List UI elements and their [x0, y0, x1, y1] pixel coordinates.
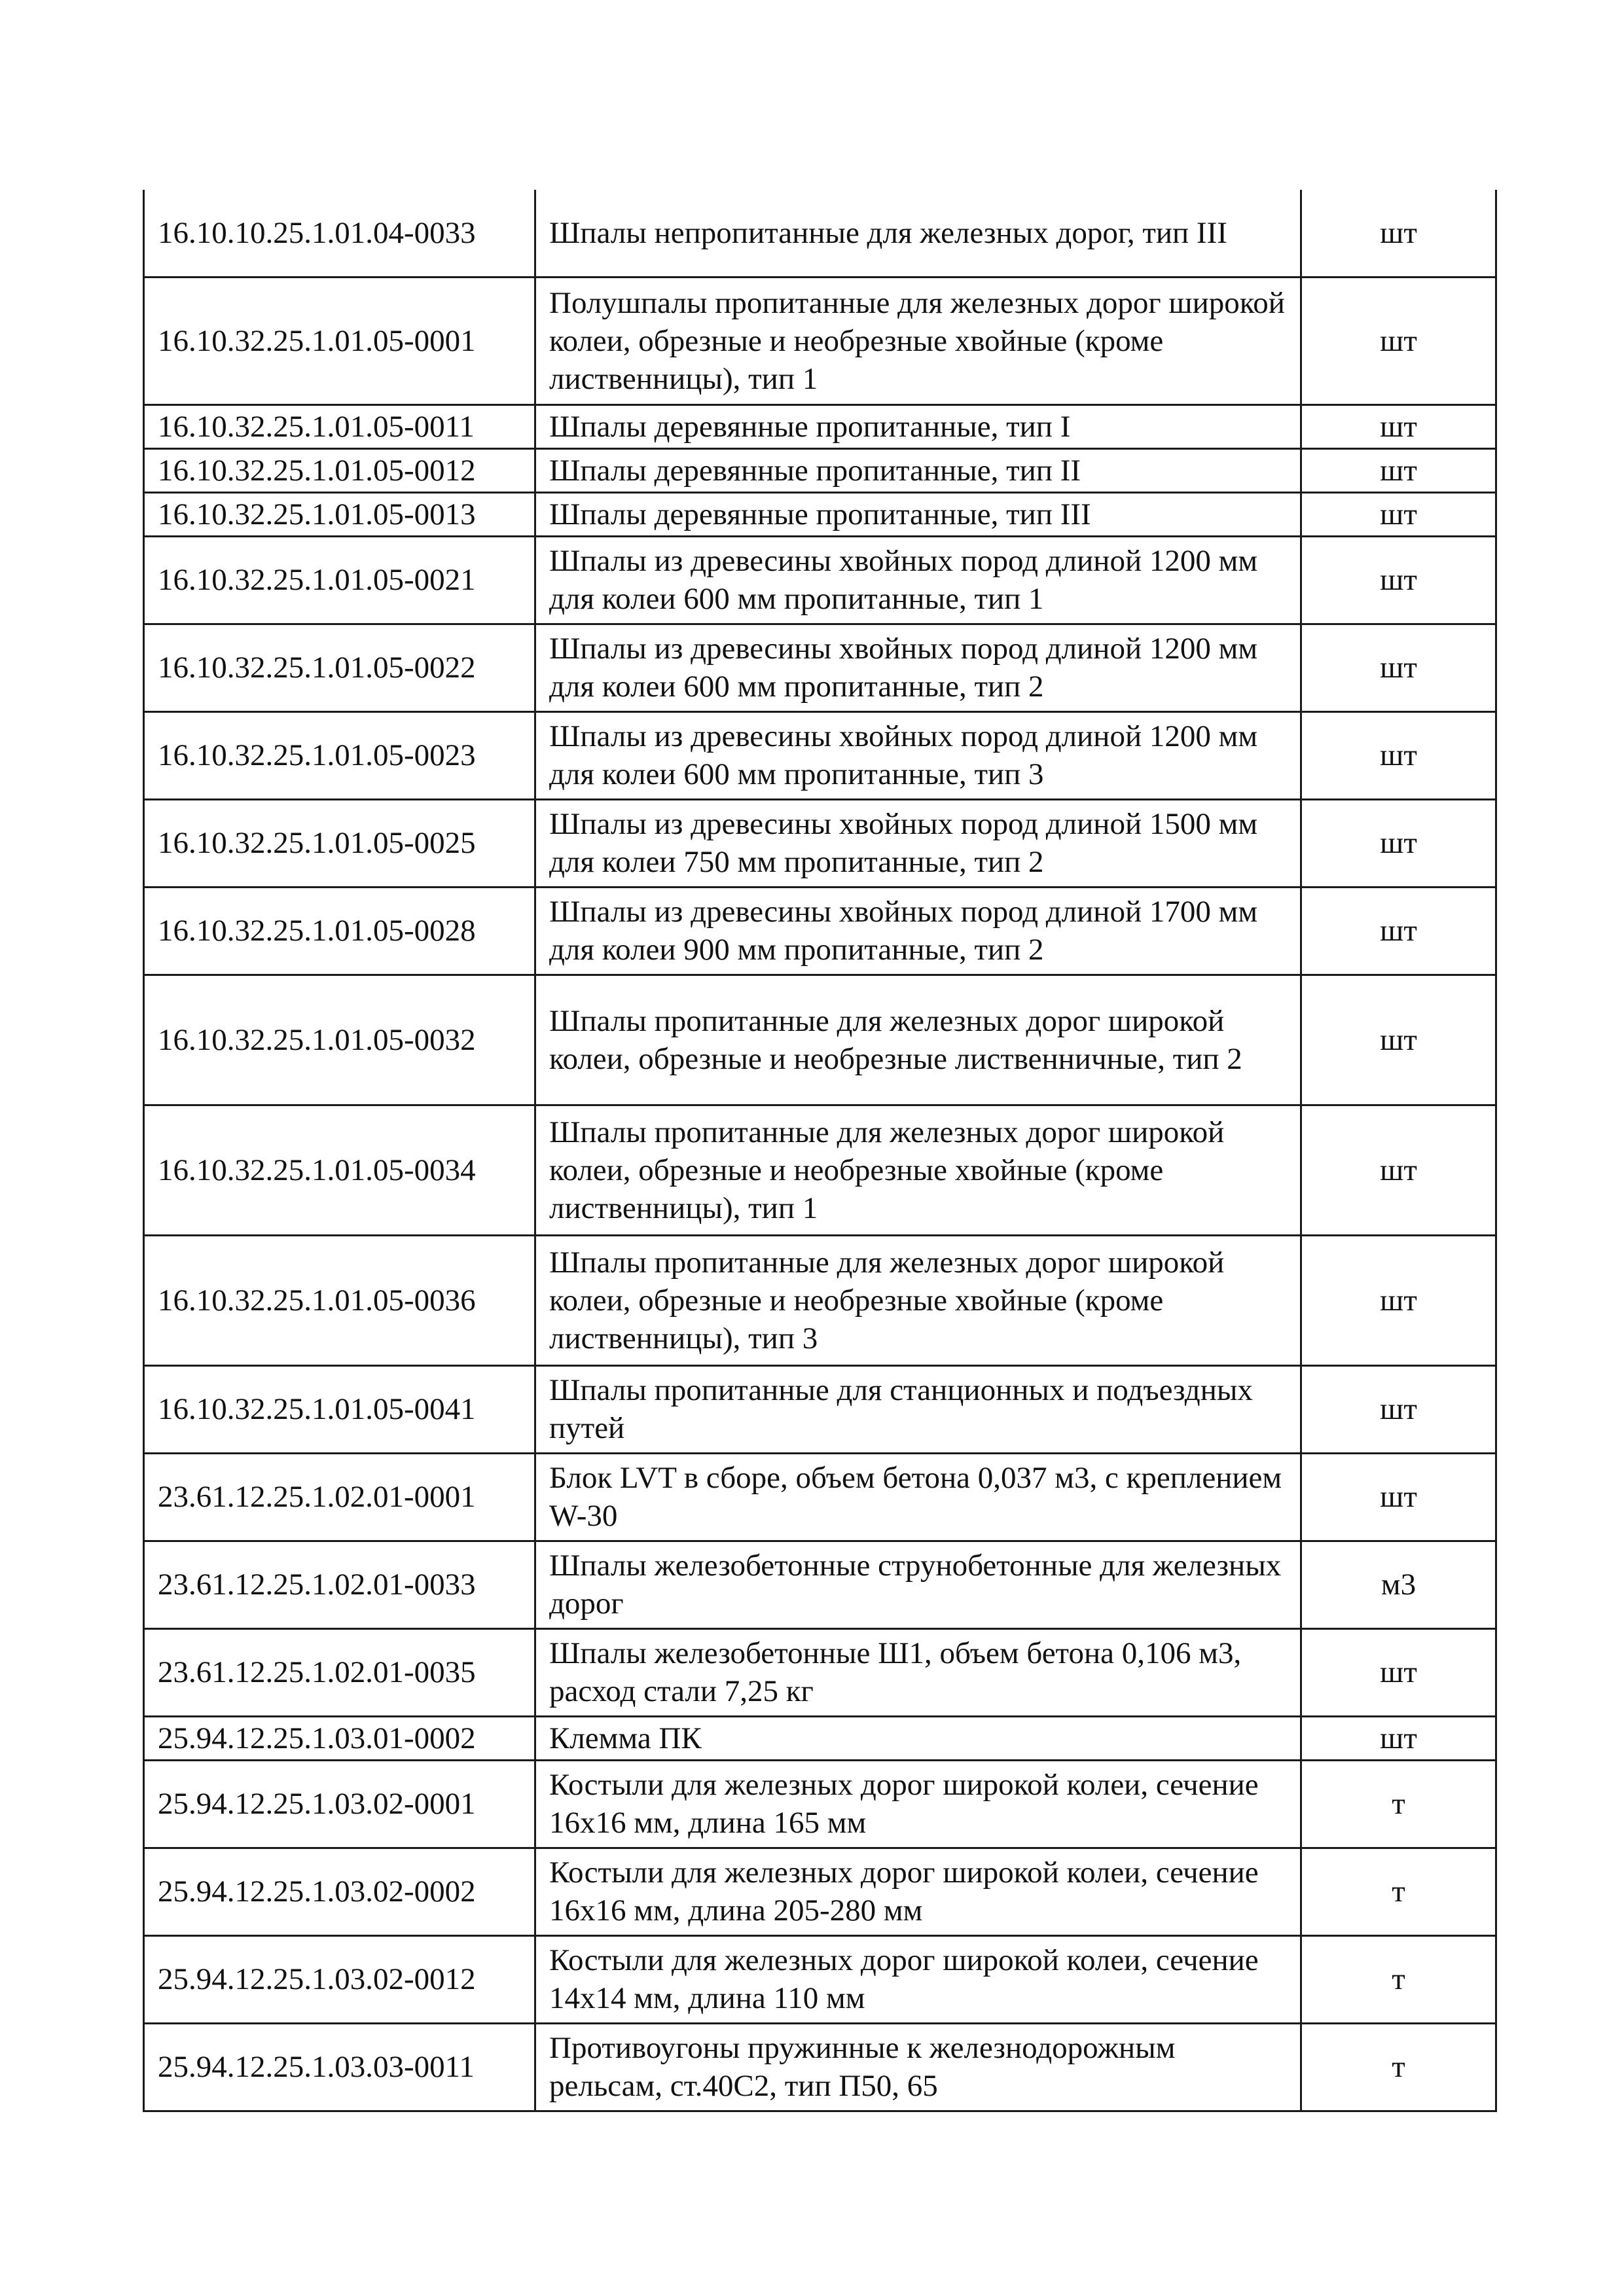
- resource-name: Шпалы деревянные пропитанные, тип III: [535, 492, 1301, 536]
- resource-name: Шпалы деревянные пропитанные, тип II: [535, 448, 1301, 492]
- resource-unit: шт: [1301, 536, 1496, 624]
- resource-unit: шт: [1301, 624, 1496, 711]
- table-row: [144, 536, 1496, 624]
- table-row: [144, 492, 1496, 536]
- resource-unit: шт: [1301, 448, 1496, 492]
- table-row: [144, 1716, 1496, 1760]
- table-row: [144, 1365, 1496, 1453]
- resource-unit: шт: [1301, 492, 1496, 536]
- resource-unit: шт: [1301, 1453, 1496, 1541]
- resource-unit: шт: [1301, 1105, 1496, 1235]
- resource-unit: шт: [1301, 404, 1496, 448]
- resource-code: 16.10.32.25.1.01.05-0023: [144, 711, 535, 799]
- resource-unit: шт: [1301, 799, 1496, 887]
- resource-code: 23.61.12.25.1.02.01-0033: [144, 1541, 535, 1628]
- resource-unit: шт: [1301, 975, 1496, 1105]
- resource-name: Шпалы железобетонные Ш1, объем бетона 0,106 м3, расход стали 7,25 кг: [535, 1628, 1301, 1716]
- resource-name: Шпалы пропитанные для станционных и подъездных путей: [535, 1365, 1301, 1453]
- resource-code: 16.10.32.25.1.01.05-0028: [144, 887, 535, 975]
- resource-unit: шт: [1301, 1235, 1496, 1365]
- table-row: [144, 1235, 1496, 1365]
- resource-name: Костыли для железных дорог широкой колеи, сечение 16х16 мм, длина 205-280 мм: [535, 1848, 1301, 1935]
- resource-unit: шт: [1301, 277, 1496, 404]
- resource-unit: шт: [1301, 190, 1496, 277]
- resource-code: 16.10.32.25.1.01.05-0013: [144, 492, 535, 536]
- table-row: [144, 448, 1496, 492]
- resource-code: 16.10.32.25.1.01.05-0011: [144, 404, 535, 448]
- table-row: [144, 2023, 1496, 2111]
- resource-code: 25.94.12.25.1.03.02-0002: [144, 1848, 535, 1935]
- resource-unit: т: [1301, 1935, 1496, 2023]
- resource-name: Костыли для железных дорог широкой колеи, сечение 16х16 мм, длина 165 мм: [535, 1760, 1301, 1848]
- resource-code: 16.10.32.25.1.01.05-0001: [144, 277, 535, 404]
- table-row: [144, 624, 1496, 711]
- resource-name: Шпалы деревянные пропитанные, тип I: [535, 404, 1301, 448]
- table-row: [144, 887, 1496, 975]
- table-row: [144, 1628, 1496, 1716]
- table-row: [144, 1935, 1496, 2023]
- resource-unit: шт: [1301, 711, 1496, 799]
- table-row: [144, 1541, 1496, 1628]
- resource-code: 16.10.32.25.1.01.05-0041: [144, 1365, 535, 1453]
- resource-name: Шпалы пропитанные для железных дорог широкой колеи, обрезные и необрезные хвойные (кроме лиственницы), тип 1: [535, 1105, 1301, 1235]
- resource-name: Блок LVT в сборе, объем бетона 0,037 м3, с креплением W-30: [535, 1453, 1301, 1541]
- resource-name: Шпалы из древесины хвойных пород длиной 1700 мм для колеи 900 мм пропитанные, тип 2: [535, 887, 1301, 975]
- resource-name: Шпалы из древесины хвойных пород длиной 1200 мм для колеи 600 мм пропитанные, тип 1: [535, 536, 1301, 624]
- resource-name: Шпалы пропитанные для железных дорог широкой колеи, обрезные и необрезные лиственничные, тип 2: [535, 975, 1301, 1105]
- table-row: [144, 975, 1496, 1105]
- resource-unit: м3: [1301, 1541, 1496, 1628]
- resource-name: Клемма ПК: [535, 1716, 1301, 1760]
- resource-name: Шпалы из древесины хвойных пород длиной 1200 мм для колеи 600 мм пропитанные, тип 3: [535, 711, 1301, 799]
- resource-unit: т: [1301, 1848, 1496, 1935]
- resource-code: 25.94.12.25.1.03.02-0001: [144, 1760, 535, 1848]
- table-row: [144, 711, 1496, 799]
- resources-table: [143, 190, 1497, 2112]
- resource-name: Шпалы из древесины хвойных пород длиной 1500 мм для колеи 750 мм пропитанные, тип 2: [535, 799, 1301, 887]
- resource-unit: т: [1301, 1760, 1496, 1848]
- resource-code: 16.10.10.25.1.01.04-0033: [144, 190, 535, 277]
- table-row: [144, 1453, 1496, 1541]
- resource-code: 16.10.32.25.1.01.05-0034: [144, 1105, 535, 1235]
- resource-code: 25.94.12.25.1.03.01-0002: [144, 1716, 535, 1760]
- resource-code: 25.94.12.25.1.03.02-0012: [144, 1935, 535, 2023]
- table-row: [144, 277, 1496, 404]
- resource-name: Шпалы пропитанные для железных дорог широкой колеи, обрезные и необрезные хвойные (кроме лиственницы), тип 3: [535, 1235, 1301, 1365]
- resource-code: 16.10.32.25.1.01.05-0021: [144, 536, 535, 624]
- table-row: [144, 190, 1496, 277]
- resource-code: 23.61.12.25.1.02.01-0001: [144, 1453, 535, 1541]
- table-row: [144, 404, 1496, 448]
- resource-name: Костыли для железных дорог широкой колеи, сечение 14х14 мм, длина 110 мм: [535, 1935, 1301, 2023]
- table-row: [144, 1848, 1496, 1935]
- resource-code: 23.61.12.25.1.02.01-0035: [144, 1628, 535, 1716]
- table-row: [144, 799, 1496, 887]
- resource-unit: шт: [1301, 1365, 1496, 1453]
- resource-code: 16.10.32.25.1.01.05-0012: [144, 448, 535, 492]
- resource-code: 16.10.32.25.1.01.05-0022: [144, 624, 535, 711]
- resource-name: Шпалы непропитанные для железных дорог, тип III: [535, 190, 1301, 277]
- resource-unit: шт: [1301, 887, 1496, 975]
- resource-code: 16.10.32.25.1.01.05-0036: [144, 1235, 535, 1365]
- resource-name: Шпалы железобетонные струнобетонные для железных дорог: [535, 1541, 1301, 1628]
- resource-code: 25.94.12.25.1.03.03-0011: [144, 2023, 535, 2111]
- resource-name: Шпалы из древесины хвойных пород длиной 1200 мм для колеи 600 мм пропитанные, тип 2: [535, 624, 1301, 711]
- resource-code: 16.10.32.25.1.01.05-0032: [144, 975, 535, 1105]
- resource-unit: шт: [1301, 1628, 1496, 1716]
- resource-name: Полушпалы пропитанные для железных дорог широкой колеи, обрезные и необрезные хвойные (кроме лиственницы), тип 1: [535, 277, 1301, 404]
- table-row: [144, 1760, 1496, 1848]
- table-row: [144, 1105, 1496, 1235]
- resource-unit: т: [1301, 2023, 1496, 2111]
- resource-name: Противоугоны пружинные к железнодорожным рельсам, ст.40С2, тип П50, 65: [535, 2023, 1301, 2111]
- resource-code: 16.10.32.25.1.01.05-0025: [144, 799, 535, 887]
- resource-unit: шт: [1301, 1716, 1496, 1760]
